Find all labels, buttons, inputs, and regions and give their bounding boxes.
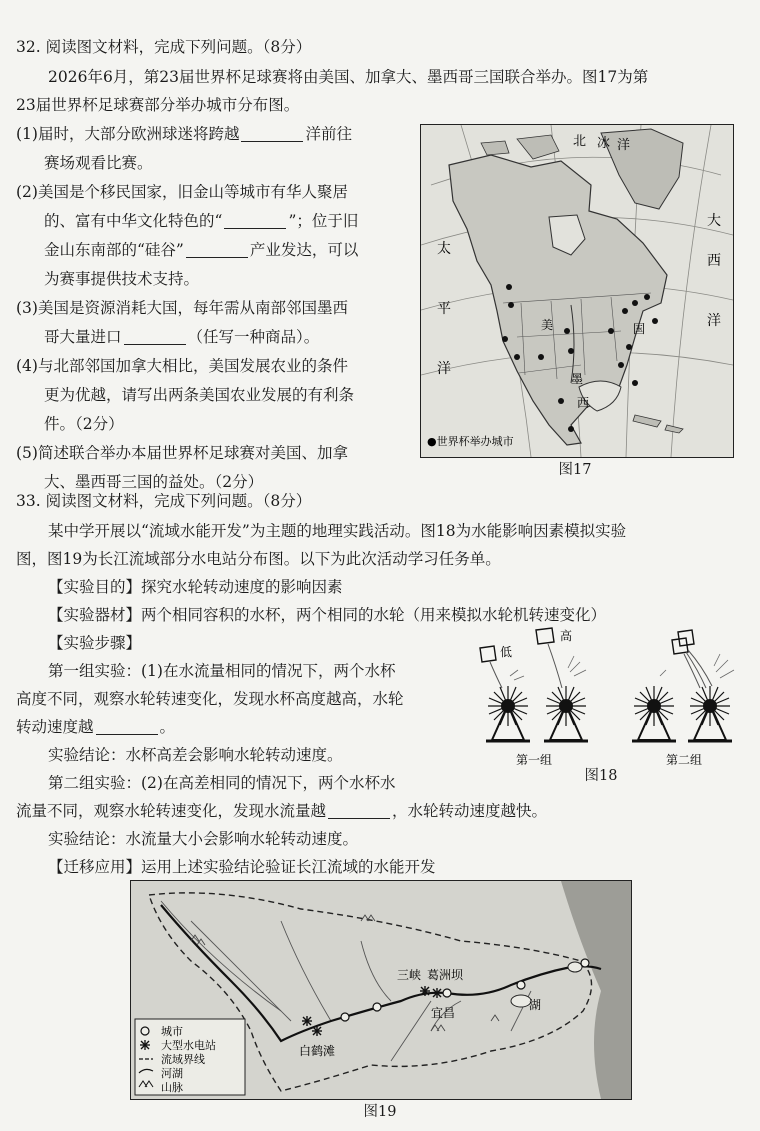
legend-mountain: 山脉 bbox=[161, 1081, 183, 1094]
q32-part4-cont2: 件。（2分） bbox=[44, 415, 124, 433]
answer-blank-speed[interactable] bbox=[96, 718, 158, 735]
fig19-label-baihetan: 白鹤滩 bbox=[299, 1044, 336, 1058]
q32-part3: (3)美国是资源消耗大国，每年需从南部邻国墨西 bbox=[16, 299, 348, 317]
answer-blank-flow[interactable] bbox=[328, 802, 390, 819]
label-pacific-3: 洋 bbox=[437, 361, 451, 377]
q32-intro-line2: 23届世界杯足球赛部分举办城市分布图。 bbox=[16, 96, 300, 114]
legend-city: 城市 bbox=[161, 1025, 183, 1038]
q32-part5: (5)简述联合举办本届世界杯足球赛对美国、加拿 bbox=[16, 444, 348, 462]
q32-part5-cont: 大、墨西哥三国的益处。（2分） bbox=[44, 473, 264, 491]
q33-group2-line2: 流量不同，观察水轮转速变化，发现水流量越 ，水轮转动速度越快。 bbox=[16, 802, 548, 820]
q33-steps: 【实验步骤】 bbox=[48, 634, 142, 652]
figure-19-map bbox=[130, 880, 632, 1100]
answer-blank-chinatown[interactable] bbox=[224, 212, 286, 229]
q33-group1-line2: 高度不同，观察水轮转速变化，发现水杯高度越高，水轮 bbox=[16, 690, 404, 708]
label-usa-1: 美 bbox=[541, 318, 554, 332]
q32-part4: (4)与北部邻国加拿大相比，美国发展农业的条件 bbox=[16, 357, 348, 375]
q33-purpose: 【实验目的】探究水轮转动速度的影响因素 bbox=[48, 578, 343, 596]
q32-part2: (2)美国是个移民国家，旧金山等城市有华人聚居 bbox=[16, 183, 348, 201]
fig18-group2-label: 第二组 bbox=[666, 753, 703, 767]
label-arctic-bing: 冰 bbox=[597, 136, 611, 151]
q32-heading: 32. 阅读图文材料，完成下列问题。（8分） bbox=[16, 38, 312, 56]
fig18-label-high: 高 bbox=[560, 629, 573, 643]
figure-19-caption: 图19 bbox=[363, 1104, 397, 1120]
yangtze-map-svg bbox=[131, 881, 631, 1099]
north-america-map-svg bbox=[421, 125, 733, 457]
answer-blank-commodity[interactable] bbox=[124, 328, 186, 345]
figure-18-caption: 图18 bbox=[584, 768, 618, 784]
q32-intro-line1: 2026年6月，第23届世界杯足球赛将由美国、加拿大、墨西哥三国联合举办。图17为第 bbox=[48, 68, 649, 86]
q33-apply: 【迁移应用】运用上述实验结论验证长江流域的水能开发 bbox=[48, 858, 436, 876]
answer-blank-industry[interactable] bbox=[186, 241, 248, 258]
label-pacific-1: 太 bbox=[437, 241, 451, 257]
label-arctic-bei: 北 bbox=[573, 134, 587, 149]
q33-heading: 33. 阅读图文材料，完成下列问题。（8分） bbox=[16, 492, 312, 510]
fig19-legend bbox=[135, 1019, 245, 1095]
q33-intro-line2: 图，图19为长江流域部分水电站分布图。以下为此次活动学习任务单。 bbox=[16, 550, 501, 568]
fig19-label-lake: 湖 bbox=[529, 998, 542, 1012]
q32-part1-cont: 赛场观看比赛。 bbox=[44, 154, 153, 172]
fig18-label-low: 低 bbox=[500, 645, 513, 659]
fig19-label-sanxia: 三峡 bbox=[397, 968, 422, 982]
q33-intro-line1: 某中学开展以“流域水能开发”为主题的地理实践活动。图18为水能影响因素模拟实验 bbox=[48, 522, 627, 540]
label-pacific-2: 平 bbox=[437, 301, 451, 317]
label-mexico-1: 墨 bbox=[571, 372, 584, 386]
q33-group1-line1: 第一组实验：(1)在水流量相同的情况下，两个水杯 bbox=[48, 662, 396, 680]
legend-station: 大型水电站 bbox=[161, 1039, 216, 1052]
map-legend-host-city: ●世界杯举办城市 bbox=[427, 435, 514, 448]
q32-part2-cont2: 金山东南部的“硅谷” 产业发达，可以 bbox=[44, 241, 359, 259]
q32-part2-cont3: 为赛事提供技术支持。 bbox=[44, 270, 200, 288]
q33-conclusion2: 实验结论：水流量大小会影响水轮转动速度。 bbox=[48, 830, 359, 848]
fig19-label-gezhouba: 葛洲坝 bbox=[427, 968, 464, 982]
answer-blank-ocean[interactable] bbox=[241, 125, 303, 142]
q32-part4-cont1: 更为优越，请写出两条美国农业发展的有利条 bbox=[44, 386, 355, 404]
q33-conclusion1: 实验结论：水杯高差会影响水轮转动速度。 bbox=[48, 746, 343, 764]
legend-river: 河湖 bbox=[161, 1067, 183, 1080]
label-atlantic-2: 西 bbox=[707, 253, 721, 269]
q32-part1: (1)届时，大部分欧洲球迷将跨越 洋前往 bbox=[16, 125, 352, 143]
q33-group1-line3: 转动速度越 。 bbox=[16, 718, 176, 736]
label-atlantic-3: 洋 bbox=[707, 313, 721, 329]
fig18-group1-label: 第一组 bbox=[516, 753, 553, 767]
q33-materials: 【实验器材】两个相同容积的水杯，两个相同的水轮（用来模拟水轮机转速变化） bbox=[48, 606, 607, 624]
label-usa-2: 国 bbox=[633, 322, 646, 336]
legend-boundary: 流域界线 bbox=[161, 1053, 205, 1066]
label-arctic-yang: 洋 bbox=[617, 138, 631, 153]
figure-18-experiment bbox=[466, 626, 750, 776]
figure-17-caption: 图17 bbox=[558, 462, 592, 478]
q32-part3-cont: 哥大量进口 （任写一种商品）。 bbox=[44, 328, 320, 346]
label-atlantic-1: 大 bbox=[707, 213, 721, 229]
q32-part2-cont1: 的、富有中华文化特色的“ ”；位于旧 bbox=[44, 212, 359, 230]
fig19-label-yichang: 宜昌 bbox=[431, 1006, 456, 1020]
label-mexico-2: 西 bbox=[577, 396, 590, 410]
figure-17-map bbox=[420, 124, 734, 458]
q33-group2-line1: 第二组实验：(2)在高差相同的情况下，两个水杯水 bbox=[48, 774, 396, 792]
